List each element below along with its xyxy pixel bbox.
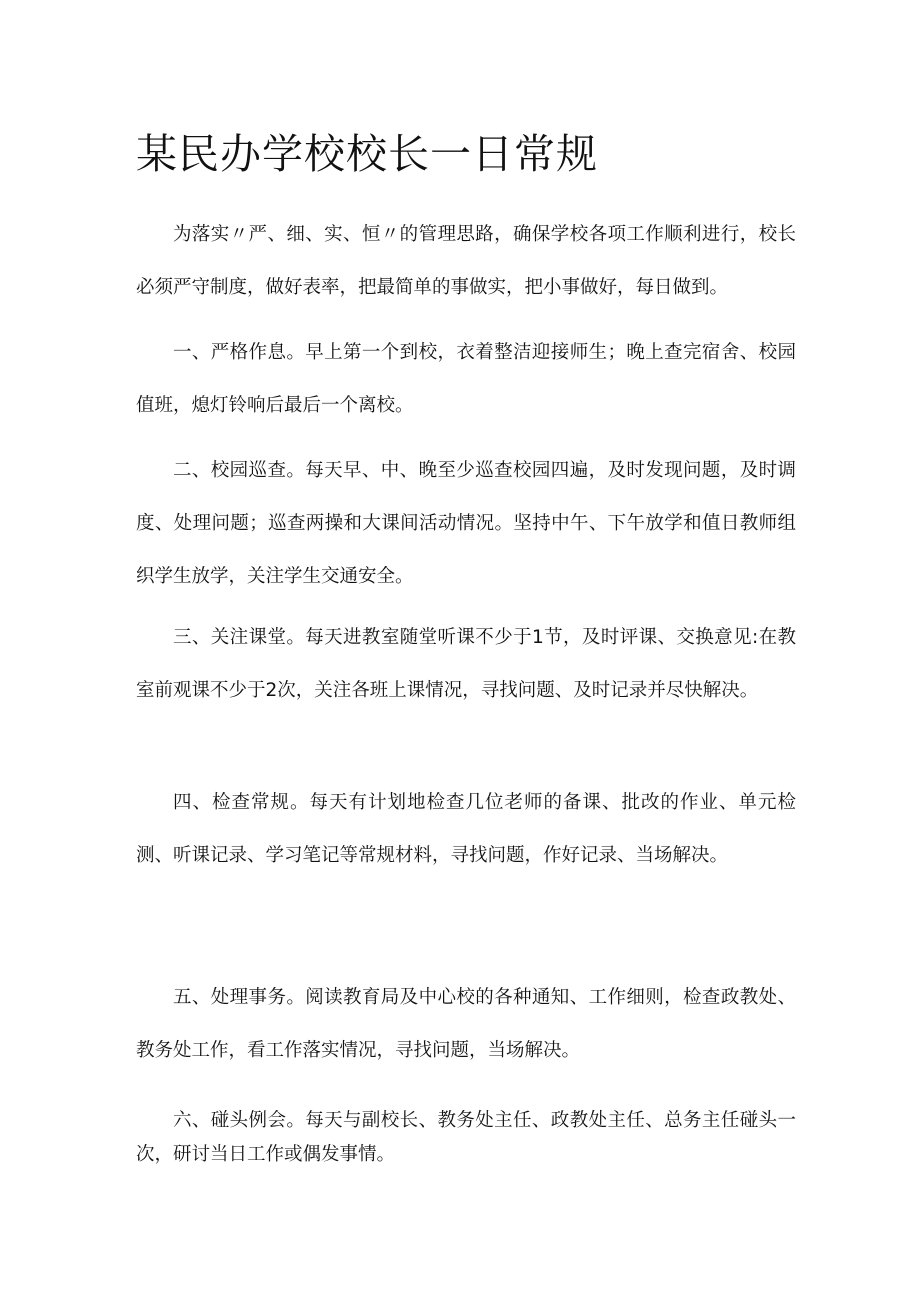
paragraph-classroom-focus: 三、关注课堂。每天进教室随堂听课不少于1节，及时评课、交换意见:在教室前观课不少于2次，关注各班上课情况，寻找问题、及时记录并尽快解决。	[136, 627, 796, 701]
intro-paragraph: 为落实〃严、细、实、恒〃的管理思路，确保学校各项工作顺利进行，校长必须严守制度，做好表率，把最简单的事做实，把小事做好，每日做到。	[136, 224, 796, 298]
paragraph-campus-patrol: 二、校园巡查。每天早、中、晚至少巡查校园四遍，及时发现问题，及时调度、处理问题；巡查两操和大课间活动情况。坚持中午、下午放学和值日教师组织学生放学，关注学生交通安全。	[136, 460, 796, 587]
paragraph-handle-affairs: 五、处理事务。阅读教育局及中心校的各种通知、工作细则，检查政教处、教务处工作，看工作落实情况，寻找问题，当场解决。	[136, 987, 796, 1061]
paragraph-daily-meeting: 六、碰头例会。每天与副校长、教务处主任、政教处主任、总务主任碰头一次，研讨当日工作或偶发事情。	[136, 1110, 796, 1165]
paragraph-routine-check: 四、检查常规。每天有计划地检查几位老师的备课、批改的作业、单元检测、听课记录、学习笔记等常规材料，寻找问题，作好记录、当场解决。	[136, 792, 796, 866]
paragraph-strict-schedule: 一、严格作息。早上第一个到校，衣着整洁迎接师生；晚上查完宿舍、校园值班，熄灯铃响后最后一个离校。	[136, 342, 796, 416]
document-title: 某民办学校校长一日常规	[136, 130, 598, 178]
